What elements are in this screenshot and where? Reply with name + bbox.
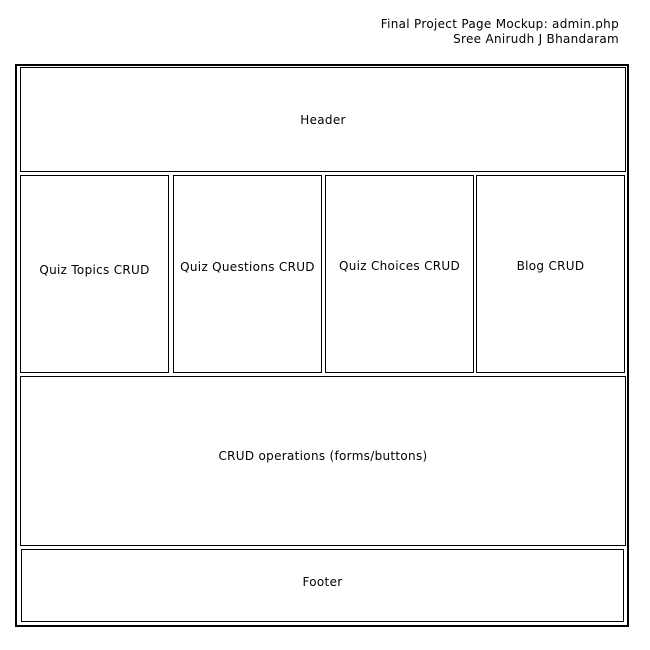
blog-block bbox=[476, 175, 625, 373]
quiz-choices-block bbox=[325, 175, 474, 373]
footer-block bbox=[21, 549, 624, 622]
crud-operations-block bbox=[20, 376, 626, 546]
quiz-choices-label: Quiz Choices CRUD bbox=[338, 259, 461, 273]
mockup-caption bbox=[381, 17, 619, 47]
footer-label: Footer bbox=[302, 574, 343, 589]
mockup-title: Final Project Page Mockup: admin.php bbox=[380, 17, 619, 31]
mockup-author: Sree Anirudh J Bhandaram bbox=[453, 32, 619, 46]
quiz-questions-block bbox=[173, 175, 322, 373]
header-label: Header bbox=[300, 112, 346, 127]
crud-operations-label: CRUD operations (forms/buttons) bbox=[218, 449, 428, 463]
header-block bbox=[20, 67, 626, 172]
quiz-topics-label: Quiz Topics CRUD bbox=[39, 263, 150, 277]
quiz-questions-label: Quiz Questions CRUD bbox=[180, 260, 315, 274]
quiz-topics-block bbox=[20, 175, 169, 373]
blog-label: Blog CRUD bbox=[516, 259, 585, 273]
